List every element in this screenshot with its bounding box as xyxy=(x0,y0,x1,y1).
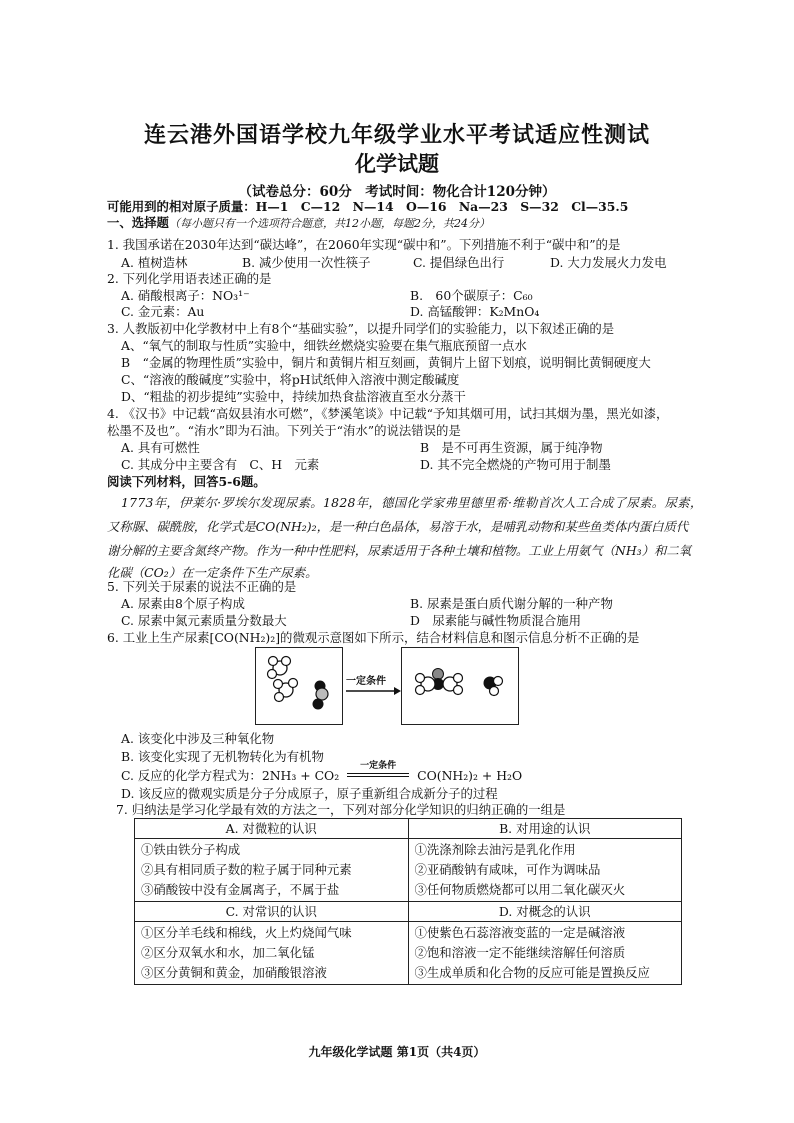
equation-condition: 一定条件 xyxy=(360,761,397,771)
reading-paragraph-line3: 谢分解的主要含氮终产物。作为一种中性肥料，尿素适用于各种土壤和植物。工业上用氨气（NH₃）和二氧 xyxy=(107,543,692,558)
q2-option-d: D. 高锰酸钾：K₂MnO₄ xyxy=(410,304,540,319)
reaction-arrow-label: 一定条件 xyxy=(346,676,386,687)
q7-statement: ②亚硝酸钠有咸味，可作为调味品 xyxy=(414,862,601,877)
q3-option-a: A、“氧气的制取与性质”实验中，细铁丝燃烧实验要在集气瓶底预留一点水 xyxy=(121,338,527,353)
q2-option-c: C. 金元素：Au xyxy=(121,304,205,319)
q7-header-row xyxy=(135,902,682,922)
q2-option-a: A. 硝酸根离子：NO₃¹⁻ xyxy=(121,288,250,303)
reaction-arrow-icon xyxy=(345,686,401,696)
exam-subtitle: 化学试题 xyxy=(355,151,439,176)
q7-statement: ③区分黄铜和黄金，加硝酸银溶液 xyxy=(141,965,327,980)
q5-stem: 5. 下列关于尿素的说法不正确的是 xyxy=(107,579,297,594)
q7-statement: ③任何物质燃烧都可以用二氧化碳灭火 xyxy=(414,882,626,897)
q6-option-b: B. 该变化实现了无机物转化为有机物 xyxy=(121,749,324,764)
q3-option-d: D、“粗盐的初步提纯”实验中，持续加热食盐溶液直至水分蒸干 xyxy=(121,389,466,404)
q7-group-heading: B. 对用途的认识 xyxy=(408,819,682,839)
q6-equation-reactants: C. 反应的化学方程式为：2NH₃ + CO₂ xyxy=(121,768,340,783)
reading-paragraph-line2: 又称脲、碳酰胺，化学式是CO(NH₂)₂，是一种白色晶体，易溶于水，是哺乳动物和某些鱼类体内蛋白质代 xyxy=(107,519,689,534)
q7-statement: ①铁由铁分子构成 xyxy=(141,842,241,857)
reading-prompt: 阅读下列材料，回答5-6题。 xyxy=(107,474,266,489)
page-footer: 九年级化学试题 第1页（共4页） xyxy=(308,1045,486,1059)
q4-option-a: A. 具有可燃性 xyxy=(121,440,200,455)
q3-stem: 3. 人教版初中化学教材中上有8个“基础实验”，以提升同学们的实验能力，以下叙述正确的是 xyxy=(107,321,615,336)
q1-option-b: B. 减少使用一次性筷子 xyxy=(242,255,371,270)
q7-group-heading: C. 对常识的认识 xyxy=(135,902,409,922)
q5-option-a: A. 尿素由8个原子构成 xyxy=(121,596,245,611)
q1-stem: 1. 我国承诺在2030年达到“碳达峰”，在2060年实现“碳中和”。下列措施不利于“碳中和”的是 xyxy=(107,237,621,252)
molecule-diagram-reactants xyxy=(255,647,343,725)
q1-option-a: A. 植树造林 xyxy=(121,255,188,270)
q4-stem-line1: 4. 《汉书》中记载“高奴县洧水可燃”，《梦溪笔谈》中记载“予知其烟可用，试扫其烟为墨，黑光如漆， xyxy=(107,406,669,421)
q6-equation-products: CO(NH₂)₂ + H₂O xyxy=(417,768,523,783)
q7-group-items xyxy=(408,922,682,985)
q5-option-c: C. 尿素中氮元素质量分数最大 xyxy=(121,613,287,628)
exam-info: （试卷总分：60分 考试时间：物化合计120分钟） xyxy=(238,184,556,200)
q2-option-b: B. 60个碳原子：C₆₀ xyxy=(410,288,533,303)
reading-paragraph-line4: 化碳（CO₂）在一定条件下生产尿素。 xyxy=(107,565,318,580)
q7-statement: ③硝酸铵中没有金属离子，不属于盐 xyxy=(141,882,340,897)
q3-option-c: C、“溶液的酸碱度”实验中，将pH试纸伸入溶液中测定酸碱度 xyxy=(121,372,460,387)
q5-option-d: D 尿素能与碱性物质混合施用 xyxy=(410,613,582,628)
q7-statement: ①使紫色石蕊溶液变蓝的一定是碱溶液 xyxy=(414,925,626,940)
exam-title: 连云港外国语学校九年级学业水平考试适应性测试 xyxy=(143,122,650,148)
q7-statement: ③生成单质和化合物的反应可能是置换反应 xyxy=(414,965,650,980)
q4-option-b: B 是不可再生资源，属于纯净物 xyxy=(420,440,603,455)
q7-statement: ②区分双氧水和水，加二氧化锰 xyxy=(141,945,315,960)
q6-option-d: D. 该反应的微观实质是分子分成原子，原子重新组合成新分子的过程 xyxy=(121,786,498,801)
reactant-molecules-svg xyxy=(256,648,342,724)
q6-option-a: A. 该变化中涉及三种氧化物 xyxy=(121,731,275,746)
q6-option-c xyxy=(121,761,523,783)
q7-header-row xyxy=(135,819,682,839)
q7-summary-table xyxy=(134,818,682,985)
q3-option-b: B “金属的物理性质”实验中，铜片和黄铜片相互刻画，黄铜片上留下划痕，说明铜比黄铜硬度大 xyxy=(121,355,651,370)
q1-option-c: C. 提倡绿色出行 xyxy=(413,255,505,270)
q7-stem: 7. 归纳法是学习化学最有效的方法之一，下列对部分化学知识的归纳正确的一组是 xyxy=(116,802,566,817)
product-molecules-svg xyxy=(402,648,518,724)
q7-table-body xyxy=(135,819,682,985)
q6-stem: 6. 工业上生产尿素[CO(NH₂)₂]的微观示意图如下所示，结合材料信息和图示信息分析不正确的是 xyxy=(107,630,640,645)
atomic-masses: 可能用到的相对原子质量：H—1 C—12 N—14 O—16 Na—23 S—32 Cl—35.5 xyxy=(107,199,629,214)
section-heading xyxy=(107,215,490,231)
q7-group-items xyxy=(135,839,409,902)
section-title: 一、选择题 xyxy=(107,215,169,230)
q4-stem-line2: 松墨不及也”。“洧水”即为石油。下列关于“洧水”的说法错误的是 xyxy=(107,423,461,438)
molecule-diagram-products xyxy=(401,647,519,725)
q4-option-d: D. 其不完全燃烧的产物可用于制墨 xyxy=(420,457,611,472)
q2-stem: 2. 下列化学用语表述正确的是 xyxy=(107,271,272,286)
q4-option-c: C. 其成分中主要含有 C、H 元素 xyxy=(121,457,320,472)
q7-statement: ②具有相同质子数的粒子属于同种元素 xyxy=(141,862,352,877)
q7-group-heading: D. 对概念的认识 xyxy=(408,902,682,922)
q7-statement: ②饱和溶液一定不能继续溶解任何溶质 xyxy=(414,945,626,960)
q7-content-row xyxy=(135,922,682,985)
q7-group-items xyxy=(135,922,409,985)
q7-statement: ①洗涤剂除去油污是乳化作用 xyxy=(414,842,576,857)
q7-group-heading: A. 对微粒的认识 xyxy=(135,819,409,839)
q7-content-row xyxy=(135,839,682,902)
q7-group-items xyxy=(408,839,682,902)
q7-statement: ①区分羊毛线和棉线，火上灼烧闻气味 xyxy=(141,925,352,940)
q1-option-d: D. 大力发展火力发电 xyxy=(550,255,667,270)
q5-option-b: B. 尿素是蛋白质代谢分解的一种产物 xyxy=(410,596,613,611)
equation-arrow xyxy=(347,761,409,783)
reading-paragraph-line1: 1773年，伊莱尔·罗埃尔发现尿素。1828年，德国化学家弗里德里希·维勒首次人工合成了尿素。尿素， xyxy=(121,495,703,510)
section-note: （每小题只有一个选项符合题意，共12小题，每题2分，共24分） xyxy=(168,217,490,230)
